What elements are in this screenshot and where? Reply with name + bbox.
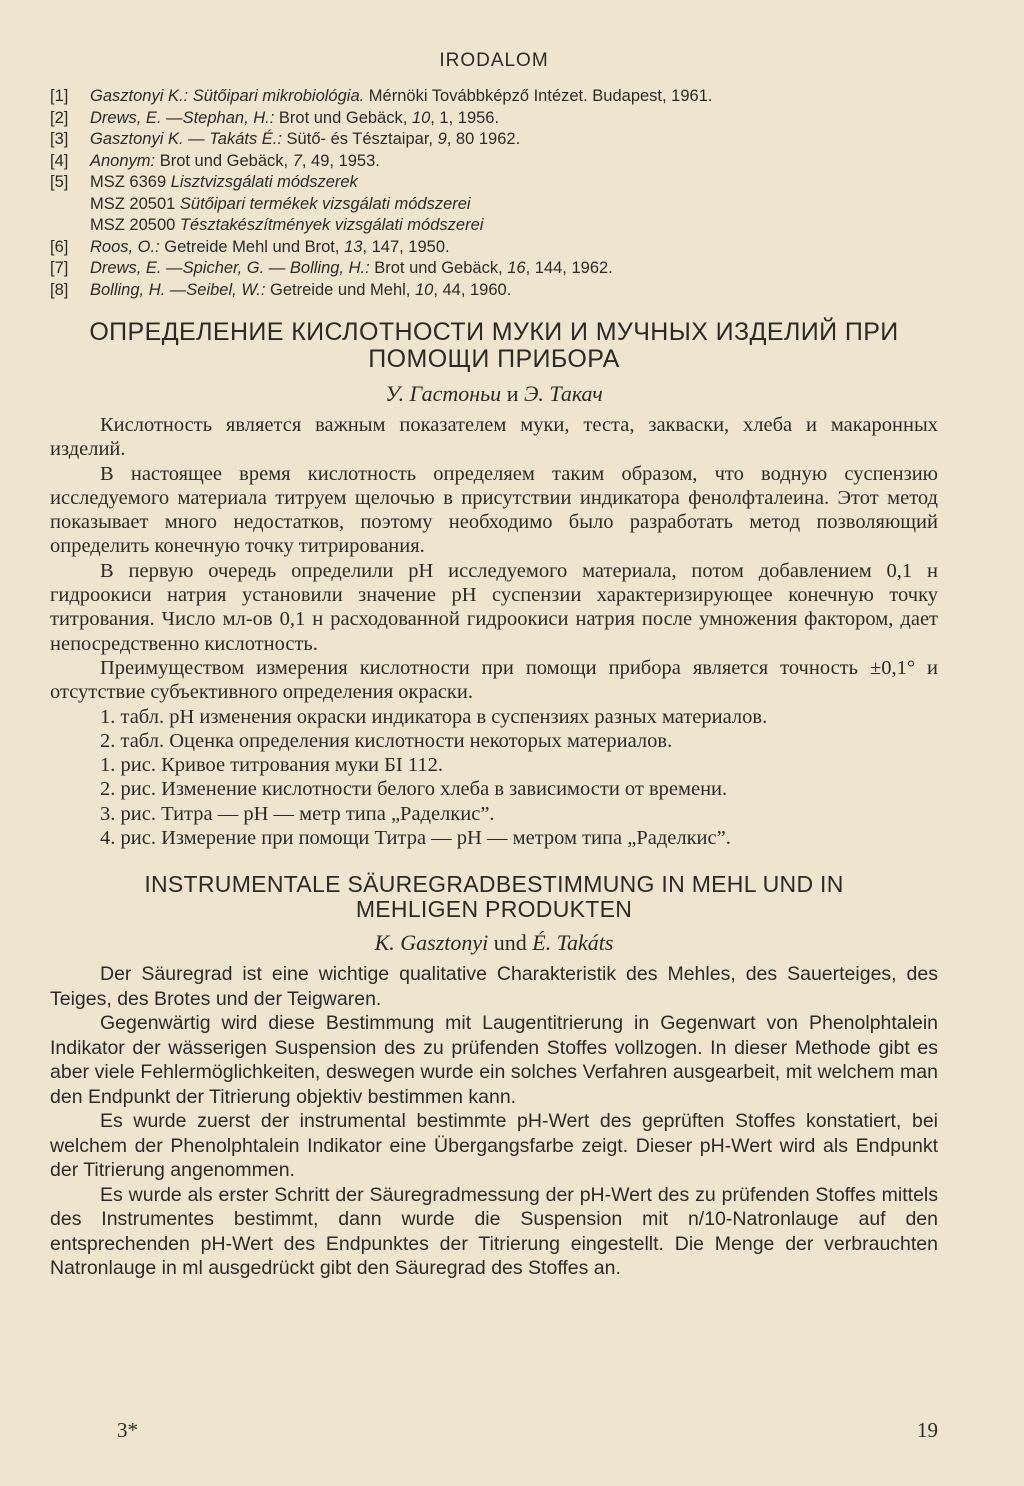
reference-item [50, 237, 938, 259]
reference-tail: , 144, 1962. [525, 259, 613, 277]
title-line: MEHLIGEN PRODUKTEN [355, 896, 633, 923]
reference-item [50, 215, 938, 237]
reference-volume: 7 [292, 151, 302, 170]
reference-volume: 10 [411, 108, 431, 127]
reference-source: Mérnöki Továbbképző Intézet. Budapest, 1961. [364, 87, 713, 105]
reference-tail: , 147, 1950. [362, 237, 450, 256]
reference-number: [3] [50, 130, 69, 148]
reference-tail: , 1, 1956. [430, 108, 500, 127]
reference-item [50, 129, 938, 151]
reference-number: [4] [50, 151, 69, 170]
reference-standard-title: Lisztvizsgálati módszerek [170, 173, 358, 191]
reference-list [50, 86, 938, 301]
reference-number: [7] [50, 259, 69, 277]
title-line: INSTRUMENTALE SÄUREGRADBESTIMMUNG IN MEHL UND IN [144, 871, 844, 898]
reference-item [50, 280, 938, 302]
german-abstract [50, 962, 938, 1281]
author-conjunction: und [488, 930, 533, 956]
title-line: ОПРЕДЕЛЕНИЕ КИСЛОТНОСТИ МУКИ И МУЧНЫХ ИЗДЕЛИЙ ПРИ [89, 318, 899, 346]
paragraph: Es wurde als erster Schritt der Säuregradmessung der pH-Wert des zu prüfenden Stoffes mittels des Instrumentes bestimmt, dann wurde die Suspension mit n/10-Natronlauge auf den entsprechenden pH-Wert des Endpunktes der Titrierung eingestellt. Die Menge der verbrauchten Natronlauge in ml ausgedrückt gibt den Säuregrad des Stoffes an. [50, 1183, 938, 1280]
reference-authors: Gasztonyi K. — Takáts É.: [90, 130, 282, 148]
reference-number: [8] [50, 280, 69, 299]
figure-table-caption: 3. рис. Титра — pH — метр типа „Раделкис”. [100, 802, 495, 825]
figure-table-caption: 2. рис. Изменение кислотности белого хлеба в зависимости от времени. [100, 778, 728, 801]
reference-volume: 9 [437, 130, 447, 148]
reference-authors: Drews, E. —Stephan, H.: [90, 108, 275, 127]
reference-item [50, 108, 938, 130]
reference-authors: Bolling, H. —Seibel, W.: [90, 280, 266, 299]
reference-number: [1] [50, 87, 69, 105]
reference-item [50, 194, 938, 216]
russian-abstract [50, 413, 938, 850]
author-conjunction: и [501, 381, 524, 406]
russian-article-title [50, 319, 938, 373]
german-authors [50, 930, 938, 956]
reference-volume: 10 [414, 280, 434, 299]
reference-source: Brot und Gebäck, [369, 259, 508, 277]
reference-source: Sütő- és Tésztaipar, [281, 130, 438, 148]
figure-table-caption: 2. табл. Оценка определения кислотности некоторых материалов. [100, 729, 673, 752]
reference-standard: MSZ 20501 [90, 194, 180, 213]
reference-item [50, 86, 938, 108]
reference-number: [2] [50, 108, 69, 127]
signature-mark: 3* [117, 1418, 138, 1442]
reference-source: Getreide Mehl und Brot, [159, 237, 345, 256]
reference-tail: , 49, 1953. [301, 151, 380, 170]
reference-volume: 13 [344, 237, 363, 256]
reference-standard-title: Tésztakészítmények vizsgálati módszerei [179, 216, 484, 234]
reference-number: [6] [50, 237, 69, 256]
reference-authors: Gasztonyi K.: Sütőipari mikrobiológia. [90, 87, 365, 105]
reference-source: Brot und Gebäck, [274, 108, 412, 127]
paragraph: В первую очередь определили pH исследуемого материала, потом добавлением 0,1 н гидроокиси натрия установили значение pH суспензии характеризирующее конечную точку титрования. Число мл-ов 0,1 н расходованной гидроокиси натрия после умножения фактором, дает непосредственно кислотность. [50, 559, 938, 655]
reference-standard: MSZ 6369 [90, 173, 171, 191]
paragraph: Кислотность является важным показателем муки, теста, закваски, хлеба и макаронных изделий. [50, 414, 938, 461]
paragraph: Es wurde zuerst der instrumental bestimmte pH-Wert des geprüften Stoffes konstatiert, bei welchem der Phenolphtalein Indikator eine Übergangsfarbe zeigt. Dieser pH-Wert wird als Endpunkt der Titrierung angenommen. [50, 1110, 938, 1182]
figure-table-caption: 1. рис. Кривое титрования муки БI 112. [100, 754, 443, 777]
reference-number: [5] [50, 173, 69, 191]
author-name: É. Takáts [532, 930, 614, 956]
german-article-title [50, 872, 938, 922]
page-number: 19 [917, 1418, 938, 1442]
references-heading: IRODALOM [439, 50, 549, 71]
figure-table-caption: 4. рис. Измерение при помощи Титра — pH — метром типа „Раделкис”. [100, 827, 731, 850]
title-line: ПОМОЩИ ПРИБОРА [368, 345, 620, 373]
paragraph: Der Säuregrad ist eine wichtige qualitative Charakteristik des Mehles, des Sauerteiges, des Teiges, des Brotes und der Teigwaren. [50, 963, 938, 1010]
reference-item [50, 258, 938, 280]
reference-standard: MSZ 20500 [90, 216, 180, 234]
reference-authors: Anonym: [90, 151, 156, 170]
author-name: Э. Такач [523, 381, 603, 406]
reference-standard-title: Sütőipari termékek vizsgálati módszerei [179, 194, 471, 213]
reference-tail: , 80 1962. [446, 130, 521, 148]
paragraph: В настоящее время кислотность определяем таким образом, что водную суспензию исследуемого материала титруем щелочью в присутствии индикатора фенолфталеина. Этот метод показывает много недостатков, поэтому необходимо было разработать метод позволяющий определить конечную точку титрирования. [50, 462, 938, 558]
reference-volume: 16 [507, 259, 526, 277]
reference-item [50, 172, 938, 194]
page-footer [0, 1418, 1024, 1448]
russian-authors [50, 381, 938, 407]
author-name: У. Гастоньи [385, 381, 502, 406]
reference-authors: Drews, E. —Spicher, G. — Bolling, H.: [90, 259, 370, 277]
reference-source: Getreide und Mehl, [265, 280, 415, 299]
paragraph: Преимуществом измерения кислотности при помощи прибора является точность ±0,1° и отсутствие субъективного определения окраски. [50, 656, 938, 704]
paragraph: Gegenwärtig wird diese Bestimmung mit Laugentitrierung in Gegenwart von Phenolphtalein Indikator der wässerigen Suspension des zu prüfenden Stoffes vollzogen. In dieser Methode gibt es aber viele Fehlermöglichkeiten, deswegen wurde ein solches Verfahren ausgearbeit, mit welchem man den Endpunkt der Titrierung objektiv bestimmen kann. [50, 1012, 938, 1108]
reference-authors: Roos, O.: [90, 237, 160, 256]
reference-tail: , 44, 1960. [433, 280, 512, 299]
author-name: K. Gasztonyi [374, 930, 489, 956]
figure-table-caption: 1. табл. pH изменения окраски индикатора в суспензиях разных материалов. [100, 705, 768, 728]
reference-source: Brot und Gebäck, [155, 151, 293, 170]
reference-item [50, 151, 938, 173]
